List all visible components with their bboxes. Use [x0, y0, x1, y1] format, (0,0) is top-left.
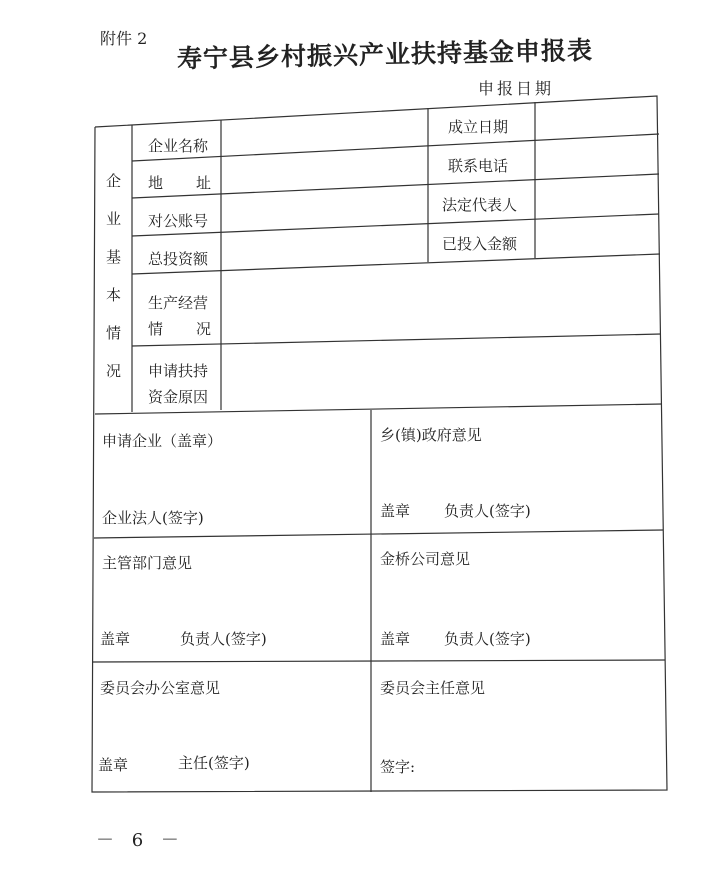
label-legal-representative: 法定代表人	[442, 196, 518, 214]
label-phone: 联系电话	[448, 157, 509, 175]
row-line-3	[132, 214, 659, 236]
committee-director-title: 委员会主任意见	[380, 679, 486, 697]
opinion-row-line-2	[93, 660, 665, 662]
label-total-investment: 总投资额	[148, 250, 209, 268]
committee-office-sign: 主任(签字)	[178, 754, 250, 772]
section-char: 情	[106, 324, 122, 342]
label-reason-2: 资金原因	[148, 388, 209, 406]
label-operations-2: 情	[148, 320, 164, 338]
row-line-2	[132, 174, 659, 198]
applicant-legal-sign: 企业法人(签字)	[102, 509, 204, 527]
attachment-label: 附件 2	[100, 29, 148, 48]
township-seal: 盖章	[380, 502, 411, 520]
label-established-date: 成立日期	[448, 118, 509, 136]
committee-office-title: 委员会办公室意见	[100, 679, 221, 697]
row-line-5	[132, 334, 661, 346]
page-number: － 6 －	[96, 830, 185, 851]
label-address-2: 址	[196, 174, 212, 192]
row-line-4	[132, 254, 660, 274]
department-sign: 负责人(签字)	[180, 630, 267, 648]
label-operations-1: 生产经营	[148, 294, 209, 312]
label-company-name: 企业名称	[148, 137, 209, 155]
department-seal: 盖章	[100, 630, 131, 648]
label-reason-1: 申请扶持	[148, 362, 209, 380]
jinqiao-sign: 负责人(签字)	[444, 630, 531, 648]
label-account: 对公账号	[148, 212, 209, 230]
section-char: 企	[106, 172, 122, 190]
opinion-row-line-1	[94, 530, 663, 538]
section-char: 况	[106, 362, 122, 380]
application-date-label: 申报日期	[478, 79, 555, 98]
committee-director-sign: 签字:	[380, 758, 416, 776]
township-sign: 负责人(签字)	[444, 502, 531, 520]
jinqiao-title: 金桥公司意见	[380, 550, 471, 568]
section-char: 基	[106, 248, 122, 266]
section-char: 业	[106, 210, 122, 228]
applicant-title: 申请企业（盖章）	[102, 432, 223, 450]
township-title: 乡(镇)政府意见	[380, 426, 482, 444]
section-char: 本	[106, 286, 122, 304]
row-line-1	[132, 134, 659, 161]
department-title: 主管部门意见	[102, 554, 193, 572]
jinqiao-seal: 盖章	[380, 630, 411, 648]
label-address-1: 地	[148, 174, 164, 192]
label-operations-3: 况	[196, 320, 212, 338]
form-title: 寿宁县乡村振兴产业扶持基金申报表	[176, 35, 594, 74]
label-invested-amount: 已投入金额	[442, 235, 518, 253]
committee-office-seal: 盖章	[98, 756, 129, 774]
